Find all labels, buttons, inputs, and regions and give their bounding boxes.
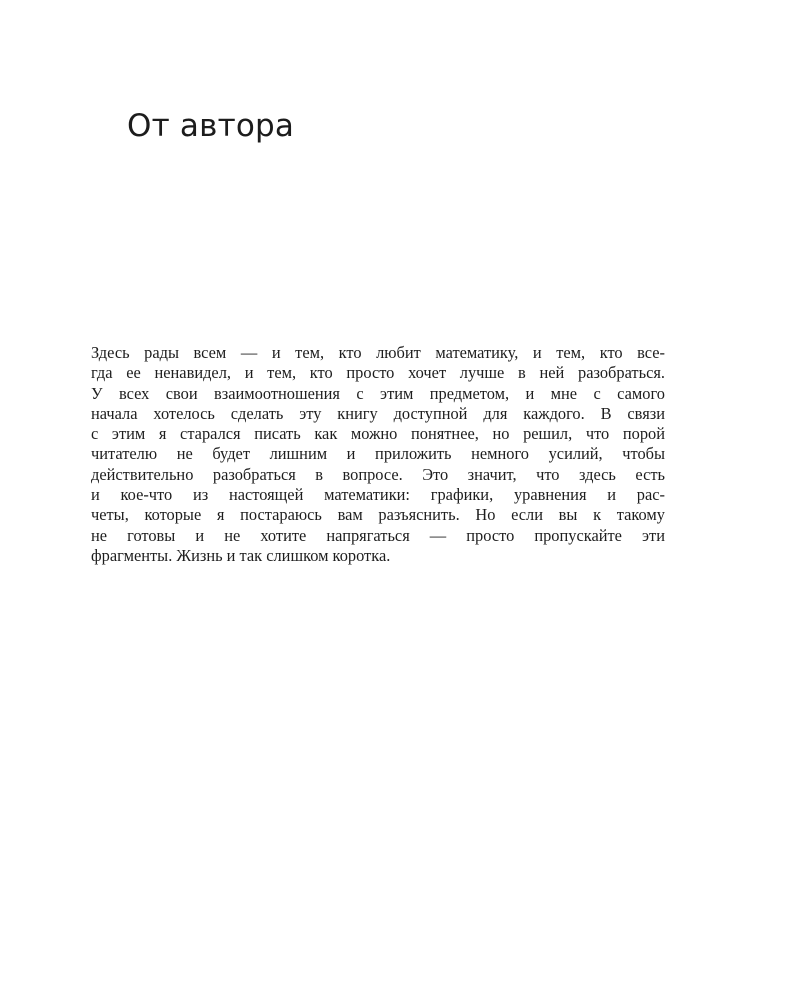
body-paragraph: [91, 343, 665, 566]
text-line: четы, которые я постараюсь вам разъяснить. Но если вы к такому: [91, 505, 665, 525]
text-line: действительно разобраться в вопросе. Это значит, что здесь есть: [91, 464, 665, 484]
text-line: начала хотелось сделать эту книгу доступной для каждого. В связи: [91, 403, 665, 423]
text-line: и кое-что из настоящей математики: графики, уравнения и рас-: [91, 485, 665, 505]
text-line: с этим я старался писать как можно понятнее, но решил, что порой: [91, 424, 665, 444]
text-line: фрагменты. Жизнь и так слишком коротка.: [91, 545, 391, 565]
text-line: У всех свои взаимоотношения с этим предметом, и мне с самого: [91, 383, 665, 403]
text-line: читателю не будет лишним и приложить немного усилий, чтобы: [91, 444, 665, 464]
text-line: Здесь рады всем — и тем, кто любит математику, и тем, кто все-: [91, 343, 665, 362]
text-line: не готовы и не хотите напрягаться — просто пропускайте эти: [91, 525, 665, 545]
chapter-title: От автора: [127, 108, 295, 144]
text-line: гда ее ненавидел, и тем, кто просто хочет лучше в ней разобраться.: [91, 363, 665, 383]
